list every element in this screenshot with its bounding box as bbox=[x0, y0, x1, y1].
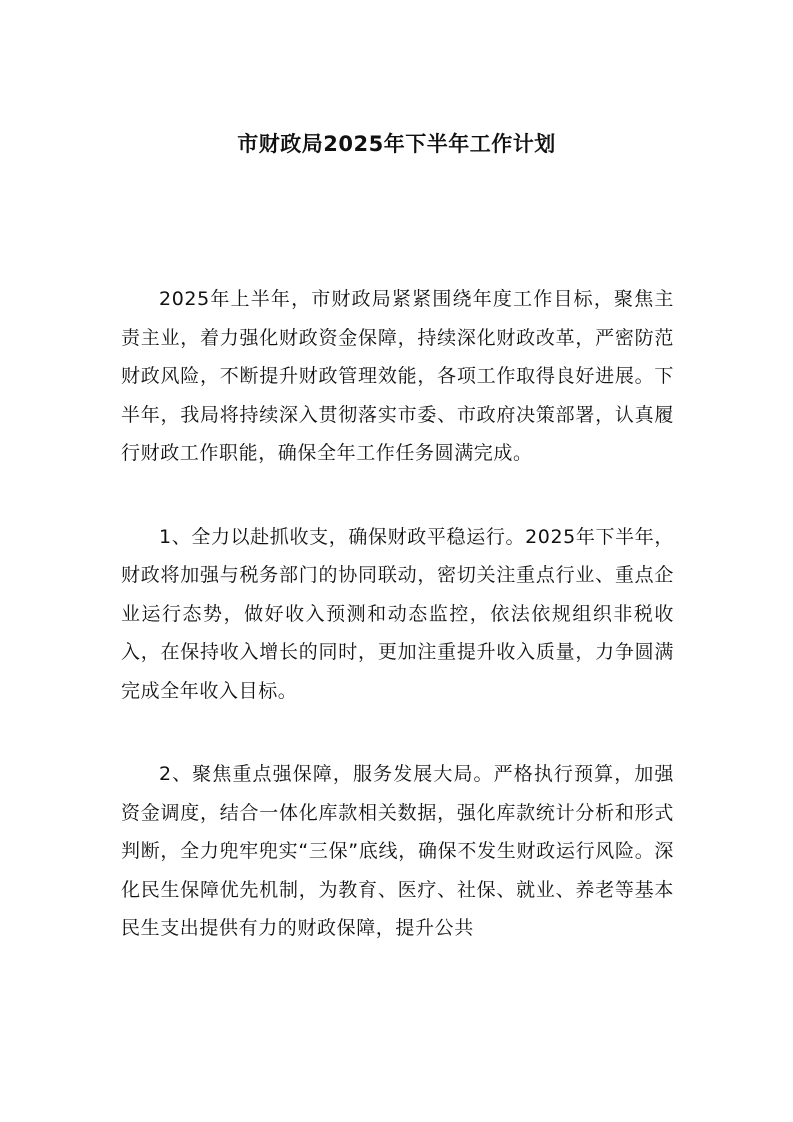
document-body bbox=[121, 280, 674, 993]
paragraph-item-2: 2、聚焦重点强保障，服务发展大局。严格执行预算，加强资金调度，结合一体化库款相关数据，强化库款统计分析和形式判断，全力兜牢兜实“三保”底线，确保不发生财政运行风险。深化民生保障优先机制，为教育、医疗、社保、就业、养老等基本民生支出提供有力的财政保障，提升公共 bbox=[121, 763, 674, 939]
paragraph-intro: 2025年上半年，市财政局紧紧围绕年度工作目标，聚焦主责主业，着力强化财政资金保障，持续深化财政改革，严密防范财政风险，不断提升财政管理效能，各项工作取得良好进展。下半年，我局将持续深入贯彻落实市委、市政府决策部署，认真履行财政工作职能，确保全年工作任务圆满完成。 bbox=[121, 288, 674, 464]
document-title: 市财政局2025年下半年工作计划 bbox=[237, 132, 556, 156]
paragraph-item-1: 1、全力以赴抓收支，确保财政平稳运行。2025年下半年，财政将加强与税务部门的协同联动，密切关注重点行业、重点企业运行态势，做好收入预测和动态监控，依法依规组织非税收入，在保持收入增长的同时，更加注重提升收入质量，力争圆满完成全年收入目标。 bbox=[121, 525, 674, 702]
